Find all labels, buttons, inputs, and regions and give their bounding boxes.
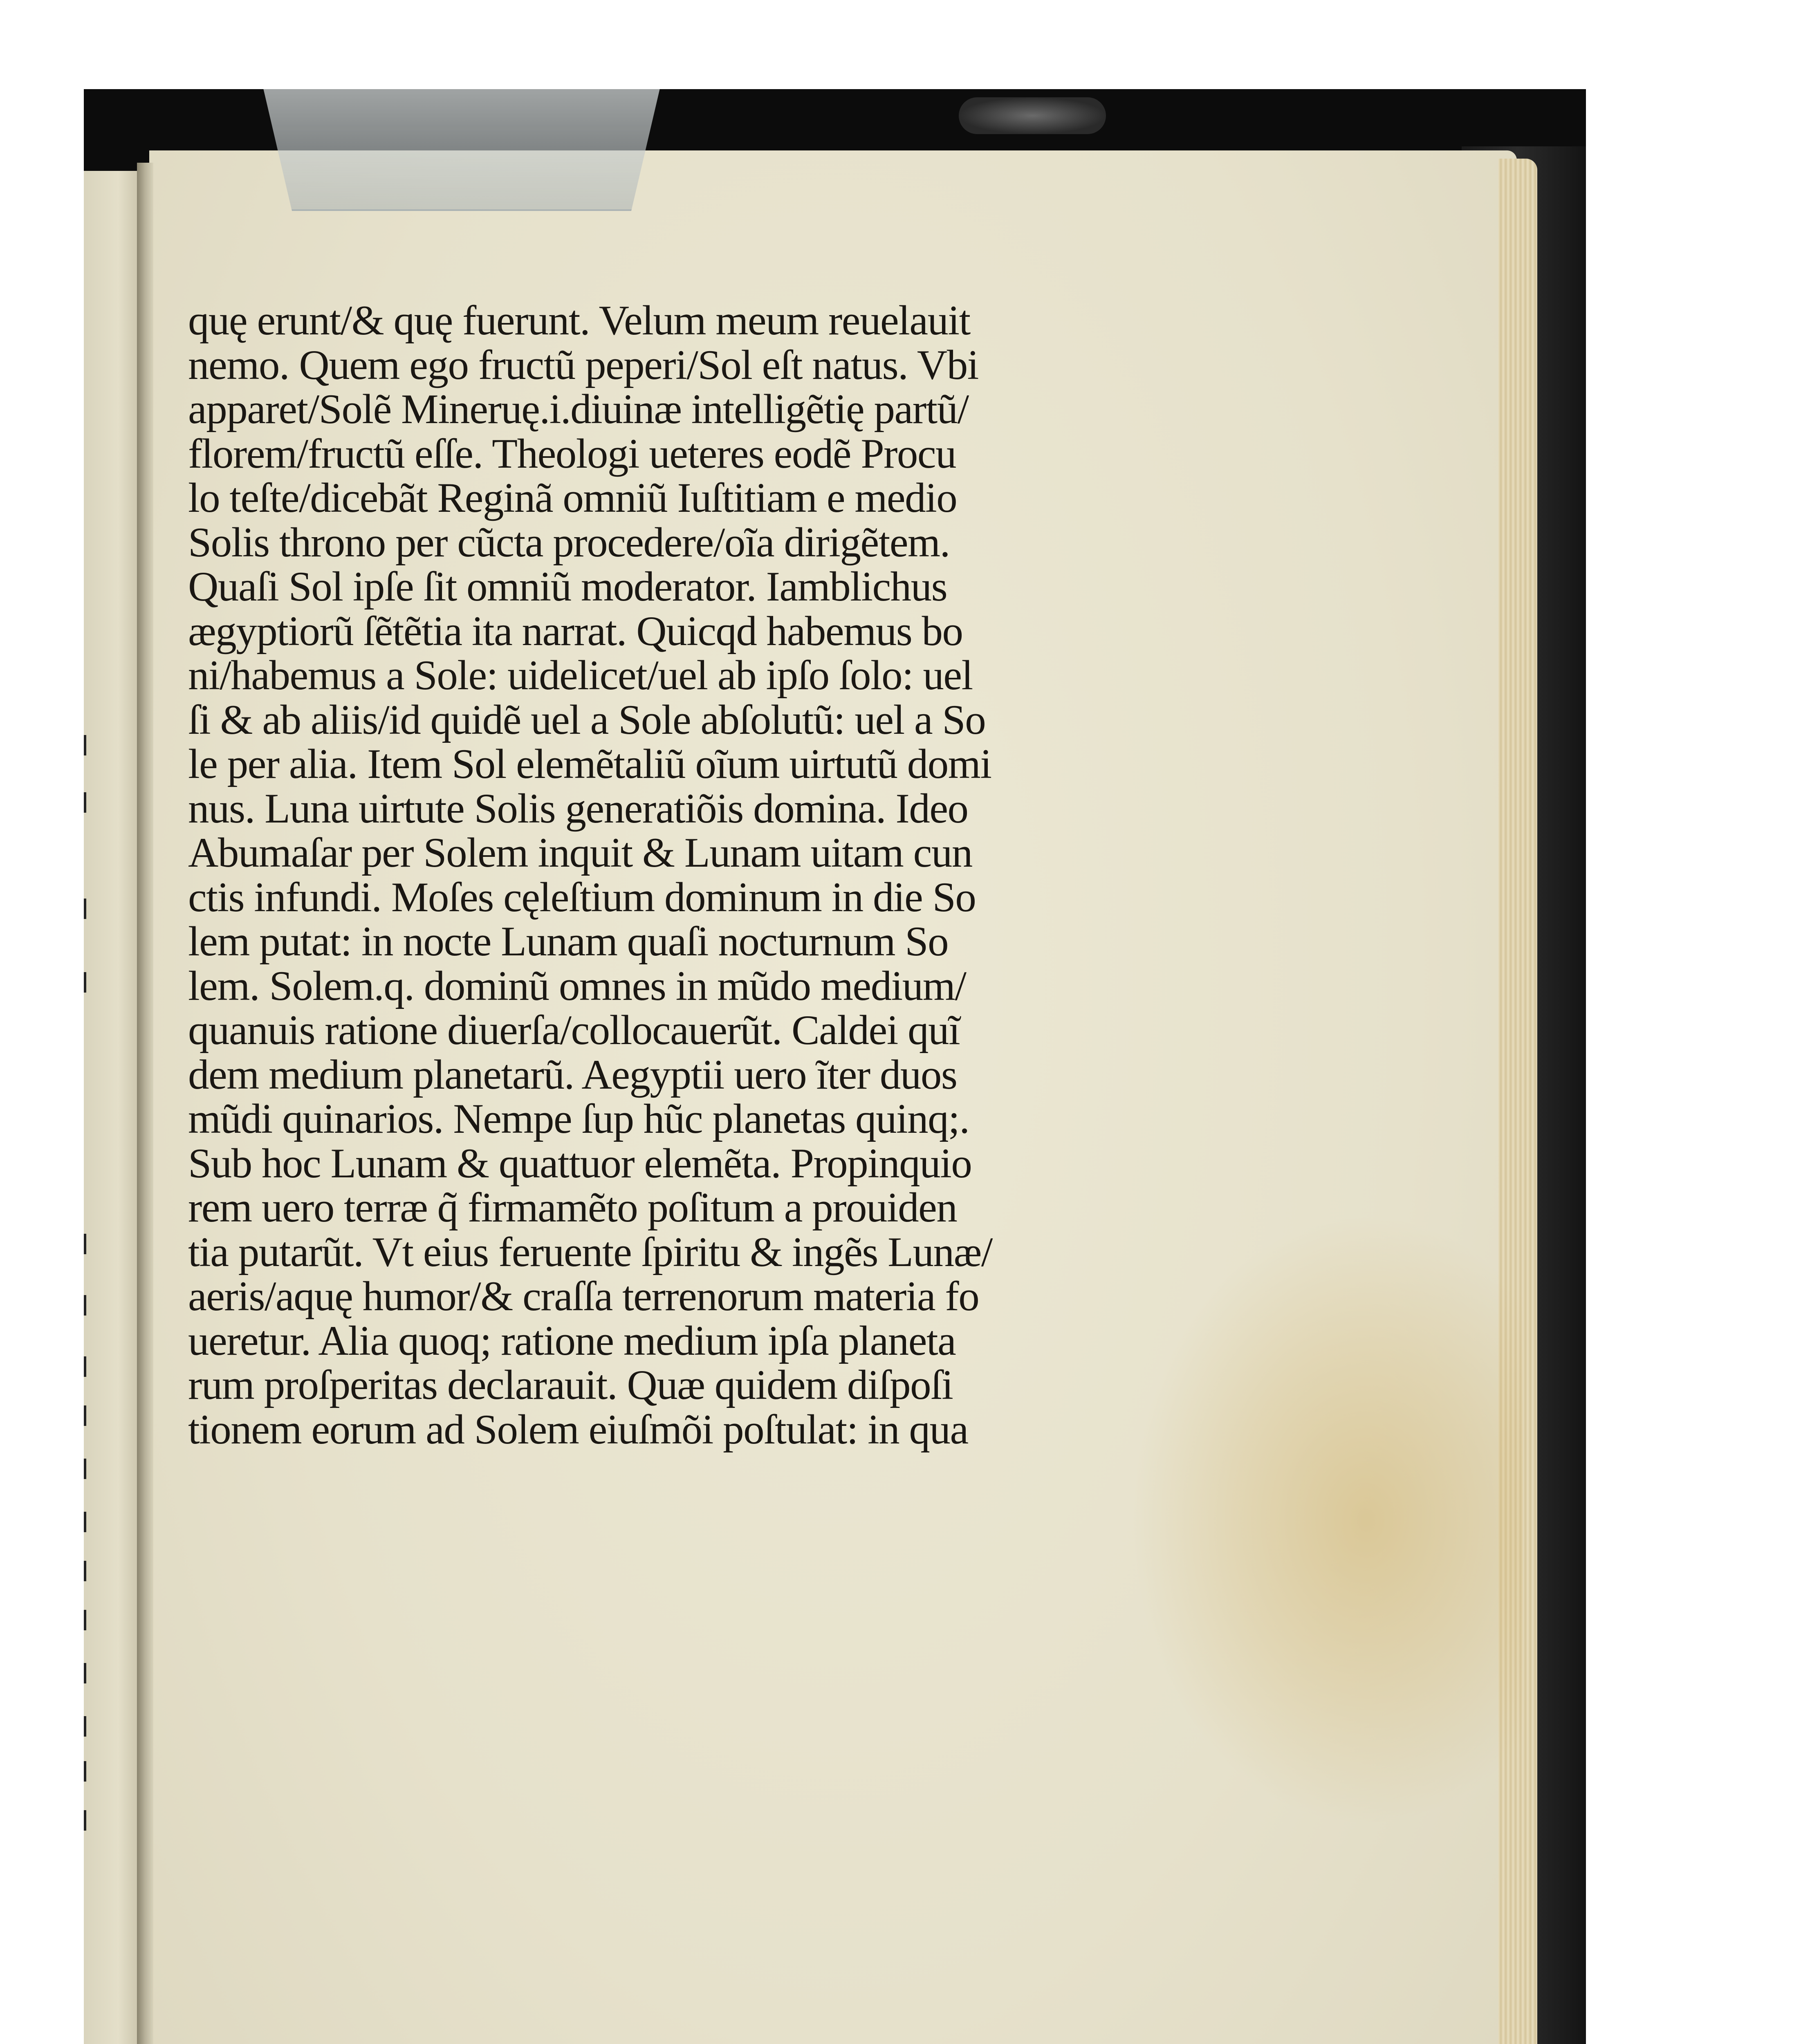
water-stain [1130,1213,1523,1827]
text-line: ueretur. Alia quoq; ratione medium ipſa planeta [188,1317,956,1364]
text-line: ſi & ab aliis/id quidẽ uel a Sole abſolutũ: uel a So [188,696,986,743]
text-line: ægyptiorũ ſẽtẽtia ita narrat. Quicqd habemus bo [188,607,963,654]
bleed-mark [84,1405,86,1426]
text-line: mũdi quinarios. Nempe ſup hũc planetas quinq;. [188,1096,969,1142]
text-line: tionem eorum ad Solem eiuſmõi poſtulat: in qua [188,1406,968,1453]
text-line: ni/habemus a Sole: uidelicet/uel ab ipſo ſolo: uel [188,652,973,699]
text-line: ctis infundi. Moſes cęleſtium dominum in die So [188,874,976,921]
text-line: le per alia. Item Sol elemẽtaliũ oĩum uirtutũ domi [188,741,991,787]
bleed-mark [84,1610,86,1630]
bleed-mark [84,899,86,919]
text-line: lem putat: in nocte Lunam quaſi nocturnum So [188,918,949,965]
verso-bleed-marks [84,171,141,2044]
text-line: Quaſi Sol ipſe ſit omniũ moderator. Iamblichus [188,563,947,610]
bleed-mark [84,1234,86,1254]
text-line: nus. Luna uirtute Solis generatiõis domina. Ideo [188,785,968,832]
bleed-mark [84,1761,86,1782]
bleed-mark [84,1295,86,1316]
text-line: nemo. Quem ego fructũ peperi/Sol eſt natus. Vbi [188,341,978,388]
bleed-mark [84,1512,86,1532]
bleed-mark [84,1716,86,1737]
text-line: apparet/Solẽ Mineruę.i.diuinæ intelligẽtię partũ/ [188,386,969,433]
bleed-mark [84,1810,86,1831]
text-line: Solis throno per cũcta procedere/oĩa dirigẽtem. [188,519,950,566]
text-line: quanuis ratione diuerſa/collocauerũt. Caldei quĩ [188,1007,960,1053]
bleed-mark [84,972,86,993]
bleed-mark [84,1663,86,1683]
top-page-clip [260,89,664,211]
bleed-mark [84,1561,86,1581]
text-line: rum proſperitas declarauit. Quæ quidem diſpoſi [188,1362,953,1408]
bleed-mark [84,735,86,755]
text-line: tia putarũt. Vt eius feruente ſpiritu & ingẽs Lunæ/ [188,1228,992,1275]
bleed-mark [84,1459,86,1479]
book-gutter [137,163,153,2044]
text-line: quę erunt/& quę fuerunt. Velum meum reuelauit [188,297,970,344]
scanner-knob [959,97,1106,134]
bleed-mark [84,1356,86,1377]
printed-text-block [188,298,1088,1452]
bleed-mark [84,792,86,813]
text-line: lem. Solem.q. dominũ omnes in mũdo medium/ [188,962,966,1009]
text-line: florem/fructũ eſſe. Theologi ueteres eodẽ Procu [188,430,956,477]
text-line: dem medium planetarũ. Aegyptii uero ĩter duos [188,1051,957,1098]
text-line: lo teſte/dicebãt Reginã omniũ Iuſtitiam e medio [188,475,957,521]
verso-page-edge [84,171,141,2044]
text-line: Abumaſar per Solem inquit & Lunam uitam cun [188,829,972,876]
text-line: rem uero terræ q̃ firmamẽto poſitum a prouiden [188,1184,957,1231]
text-line: Sub hoc Lunam & quattuor elemẽta. Propinquio [188,1140,972,1187]
text-line: aeris/aquę humor/& craſſa terrenorum materia fo [188,1273,979,1320]
